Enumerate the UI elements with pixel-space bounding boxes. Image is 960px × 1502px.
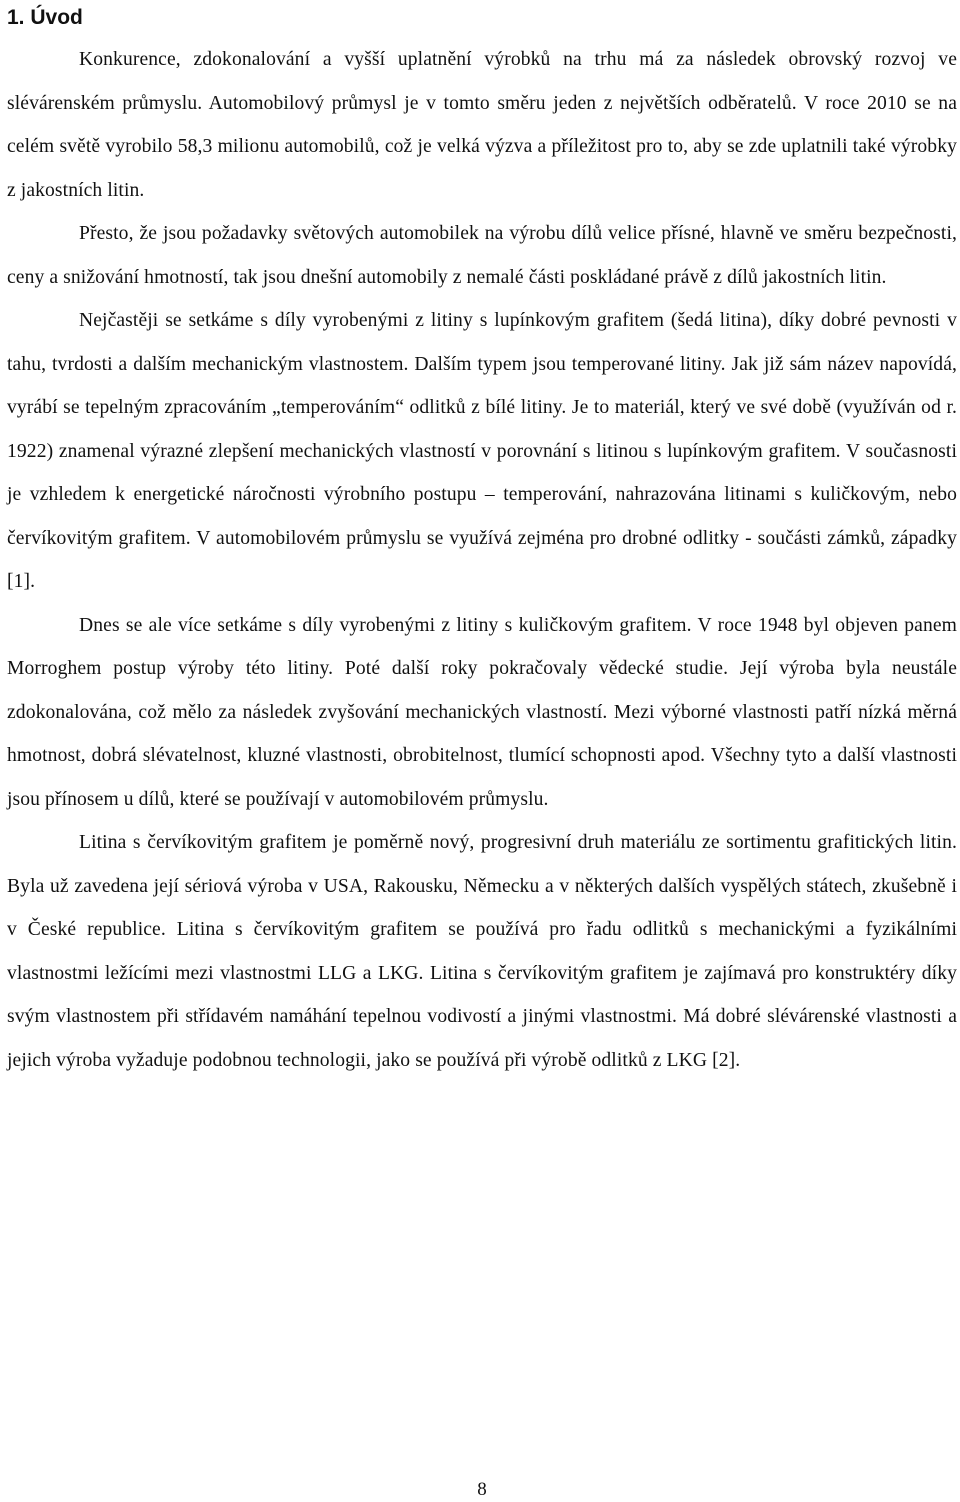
document-page: [7, 0, 957, 1501]
body-text: [7, 38, 957, 1082]
paragraph-2: Přesto, že jsou požadavky světových automobilek na výrobu dílů velice přísné, hlavně ve směru bezpečnosti, ceny a snižování hmotností, tak jsou dnešní automobily z nemalé části poskládané právě z dílů jakostních litin.: [7, 223, 957, 288]
paragraph-5: Litina s červíkovitým grafitem je poměrně nový, progresivní druh materiálu ze sortimentu grafitických litin. Byla už zavedena její sériová výroba v USA, Rakousku, Německu a v některých dalších vyspělých státech, zkušebně i v České republice. Litina s červíkovitým grafitem se používá pro řadu odlitků s mechanickými a fyzikálními vlastnostmi ležícími mezi vlastnostmi LLG a LKG. Litina s červíkovitým grafitem je zajímavá pro konstruktéry díky svým vlastnostem při střídavém namáhání tepelnou vodivostí a jinými vlastnostmi. Má dobré slévárenské vlastnosti a jejich výroba vyžaduje podobnou technologii, jako se používá při výrobě odlitků z LKG [2].: [7, 832, 957, 1071]
paragraph-4: Dnes se ale více setkáme s díly vyrobenými z litiny s kuličkovým grafitem. V roce 1948 byl objeven panem Morroghem postup výroby této litiny. Poté další roky pokračovaly vědecké studie. Její výroba byla neustále zdokonalována, což mělo za následek zvyšování mechanických vlastností. Mezi výborné vlastnosti patří nízká měrná hmotnost, dobrá slévatelnost, kluzné vlastnosti, obrobitelnost, tlumící schopnosti apod. Všechny tyto a další vlastnosti jsou přínosem u dílů, které se používají v automobilovém průmyslu.: [7, 614, 957, 810]
paragraph-3: Nejčastěji se setkáme s díly vyrobenými z litiny s lupínkovým grafitem (šedá litina), díky dobré pevnosti v tahu, tvrdosti a dalším mechanickým vlastnostem. Dalším typem jsou temperované litiny. Jak již sám název napovídá, vyrábí se tepelným zpracováním „temperováním“ odlitků z bílé litiny. Je to materiál, který ve své době (využíván od r. 1922) znamenal výrazné zlepšení mechanických vlastností v porovnání s litinou s lupínkovým grafitem. V současnosti je vzhledem k energetické náročnosti výrobního postupu – temperování, nahrazována litinami s kuličkovým, nebo červíkovitým grafitem. V automobilovém průmyslu se využívá zejména pro drobné odlitky - součásti zámků, západky [1].: [7, 310, 957, 592]
paragraph-1: Konkurence, zdokonalování a vyšší uplatnění výrobků na trhu má za následek obrovský rozvoj ve slévárenském průmyslu. Automobilový průmysl je v tomto směru jeden z největších odběratelů. V roce 2010 se na celém světě vyrobilo 58,3 milionu automobilů, což je velká výzva a příležitost pro to, aby se zde uplatnili také výrobky z jakostních litin.: [7, 49, 957, 201]
section-heading: 1. Úvod: [7, 6, 83, 29]
page-number: 8: [477, 1479, 487, 1500]
